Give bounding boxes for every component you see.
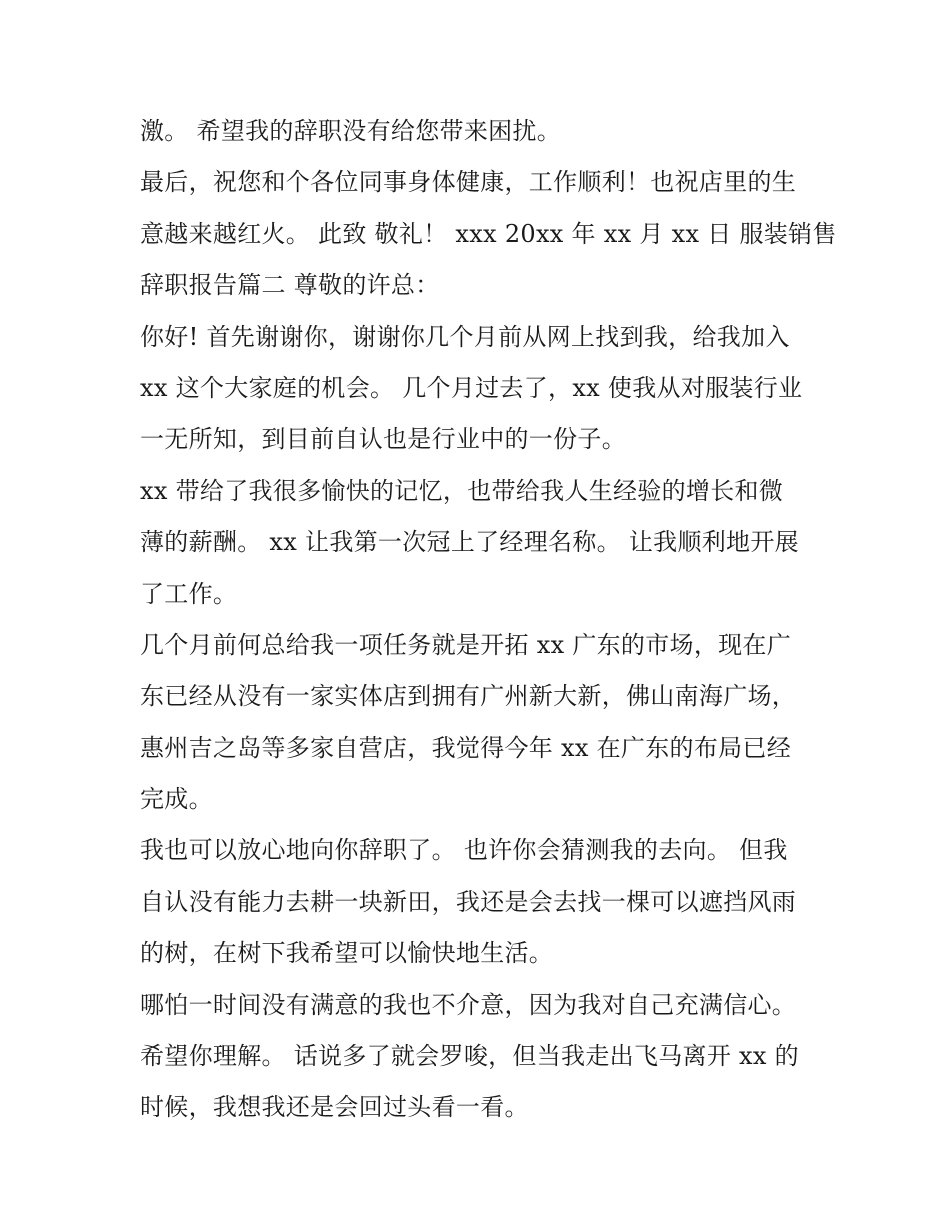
text-line: 激。 希望我的辞职没有给您带来困扰。 [140, 117, 562, 145]
text-line: 时候，我想我还是会回过头看一看。 [140, 1093, 529, 1122]
text-line: xx 这个大家庭的机会。 几个月过去了，xx 使我从对服装行业 [140, 373, 803, 402]
text-line: 最后，祝您和个各位同事身体健康，工作顺利！也祝店里的生 [140, 168, 797, 197]
text-line: 希望你理解。 话说多了就会罗唆，但当我走出飞马离开 xx 的 [140, 1042, 799, 1071]
text-line: 完成。 [140, 785, 213, 814]
text-line: 一无所知，到目前自认也是行业中的一份子。 [140, 425, 626, 454]
text-line: 辞职报告篇二 尊敬的许总： [140, 271, 440, 300]
text-line: 了工作。 [140, 579, 238, 608]
text-line: 东已经从没有一家实体店到拥有广州新大新，佛山南海广场， [140, 682, 797, 711]
text-line: 哪怕一时间没有满意的我也不介意，因为我对自己充满信心。 [140, 990, 797, 1019]
text-line: xx 带给了我很多愉快的记忆，也带给我人生经验的增长和微 [140, 476, 784, 505]
text-line: 自认没有能力去耕一块新田，我还是会去找一棵可以遮挡风雨 [140, 887, 797, 916]
text-line: 意越来越红火。 此致 敬礼！ xxx 20xx 年 xx 月 xx 日 服装销售 [140, 219, 837, 248]
text-line: 薄的薪酬。 xx 让我第一次冠上了经理名称。 让我顺利地开展 [140, 528, 799, 557]
text-line: 的树，在树下我希望可以愉快地生活。 [140, 939, 554, 968]
text-line: 几个月前何总给我一项任务就是开拓 xx 广东的市场，现在广 [140, 630, 792, 659]
text-line: 惠州吉之岛等多家自营店，我觉得今年 xx 在广东的布局已经 [140, 733, 792, 762]
document-body [140, 106, 837, 1134]
text-line: 我也可以放心地向你辞职了。 也许你会猜测我的去向。 但我 [140, 836, 788, 865]
text-line: 你好! 首先谢谢你，谢谢你几个月前从网上找到我，给我加入 [140, 322, 790, 351]
